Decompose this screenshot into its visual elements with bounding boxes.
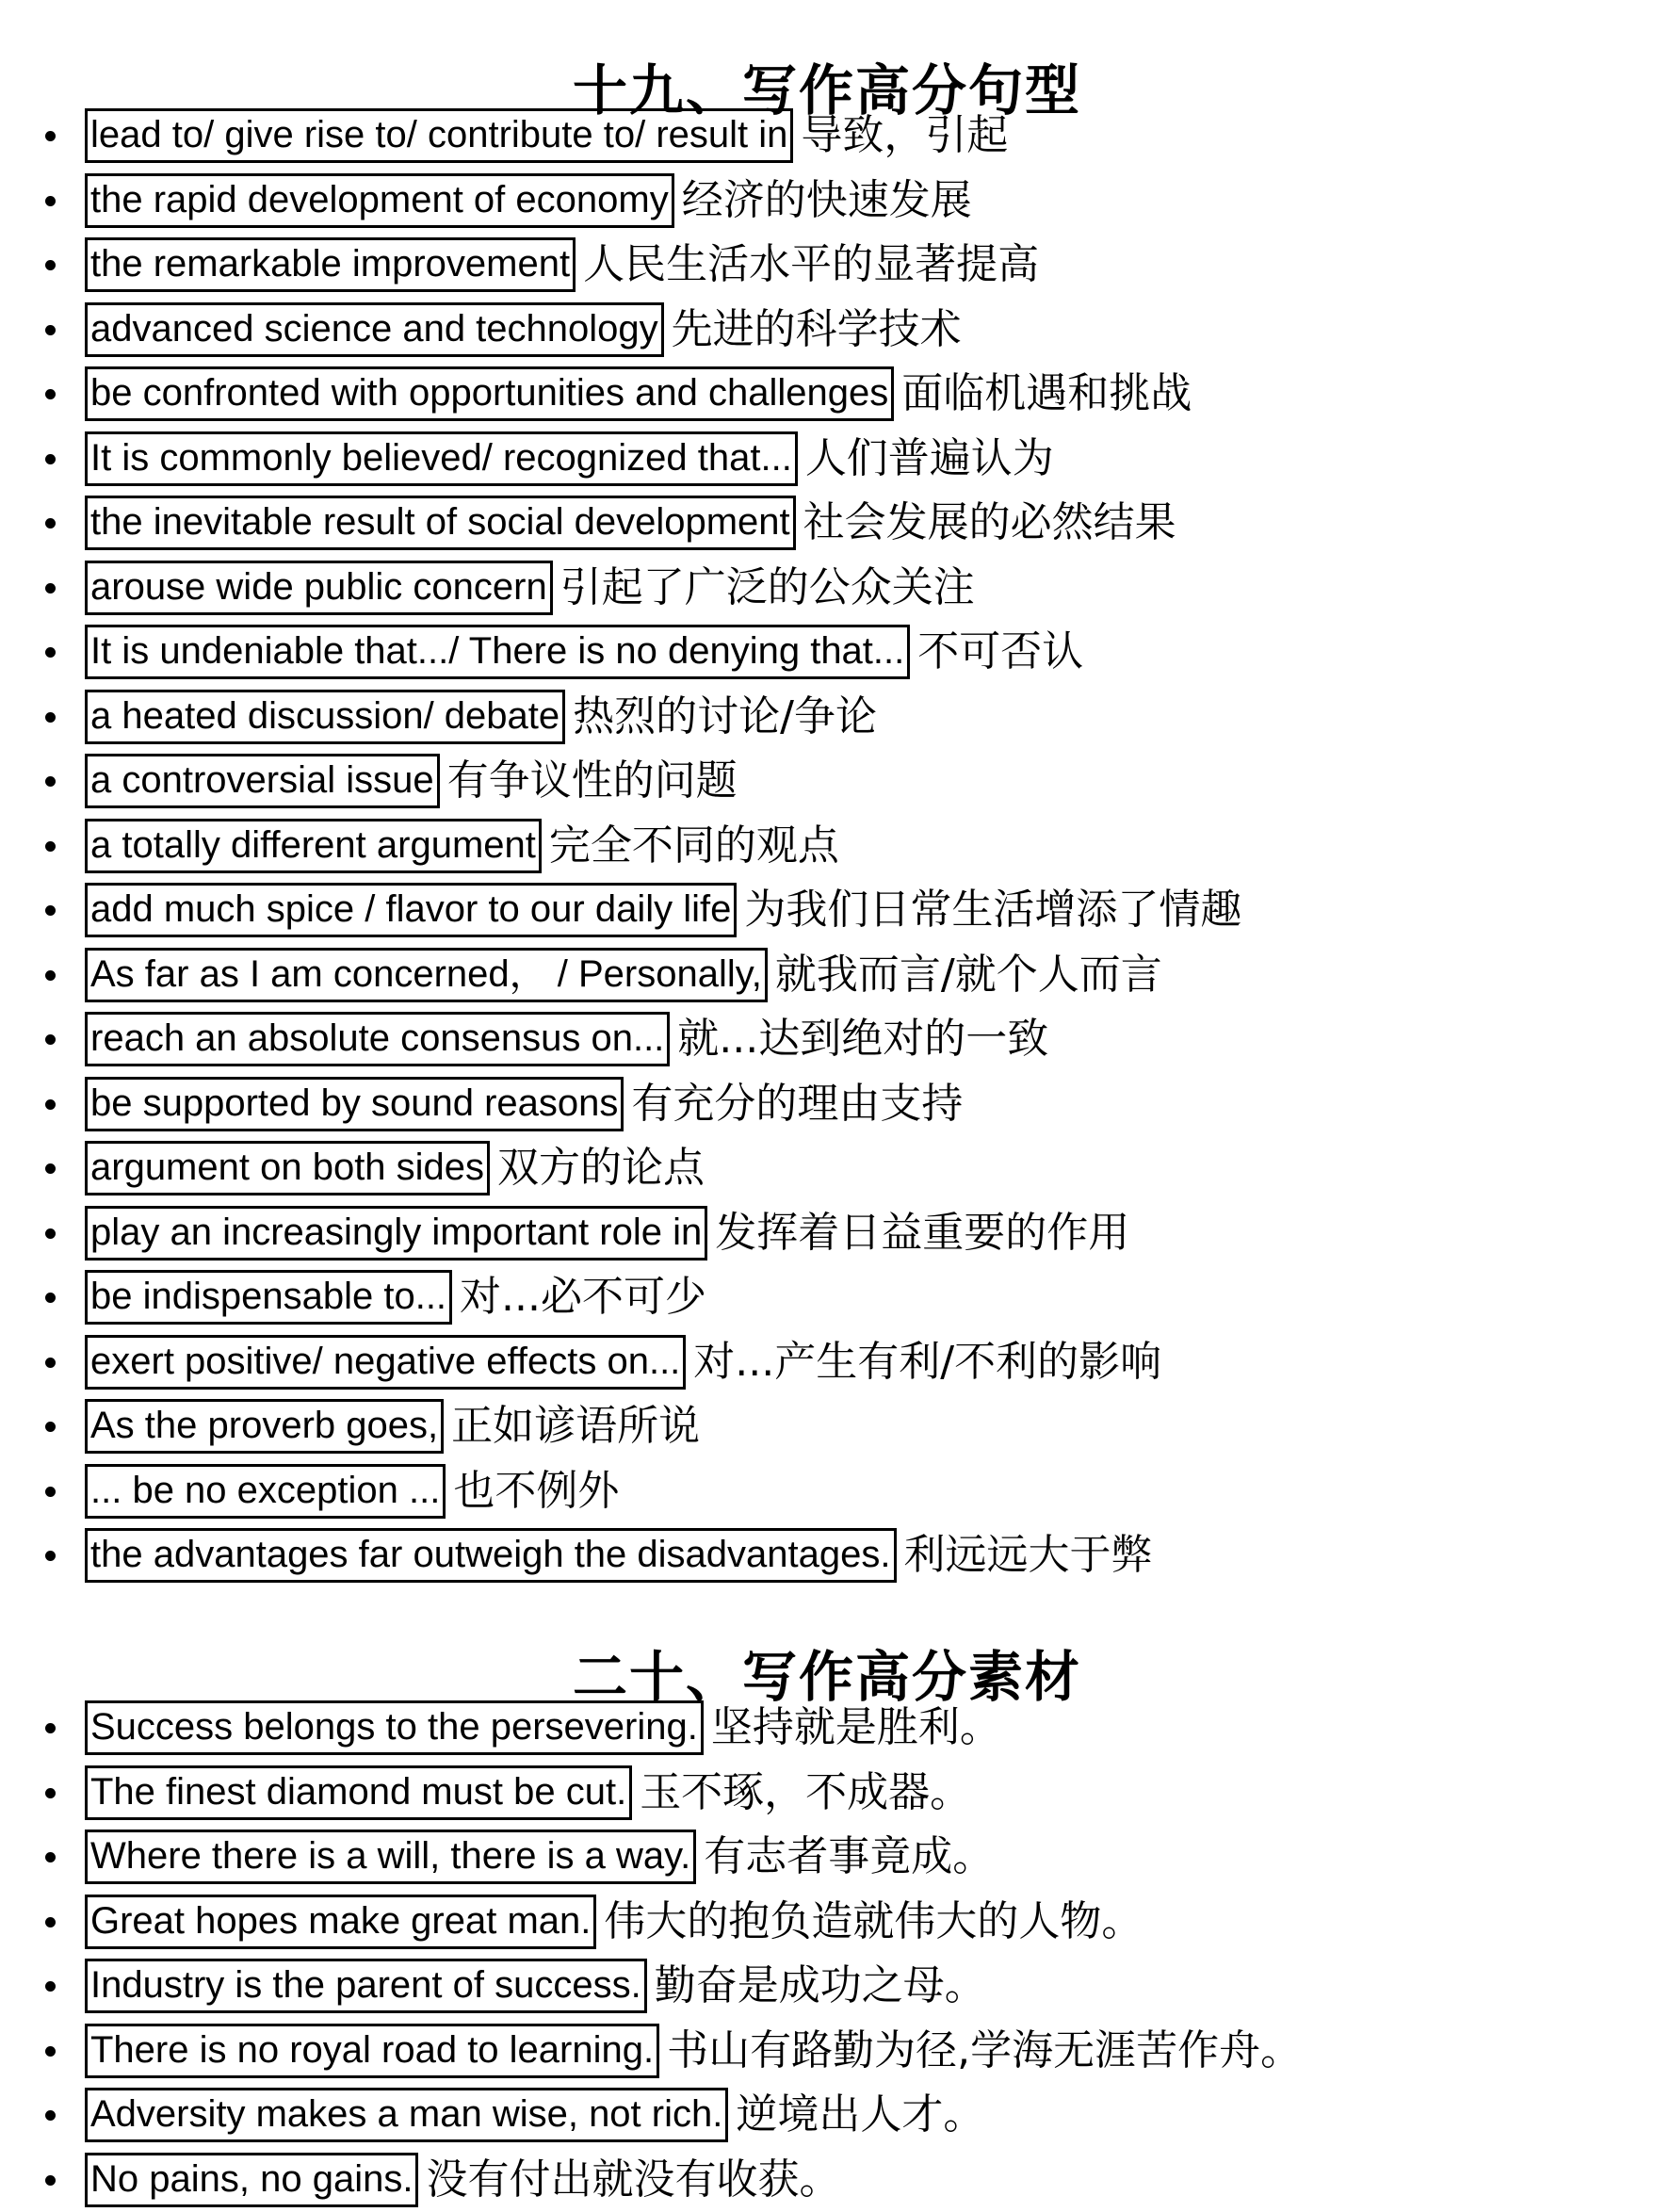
english-phrase: Adversity makes a man wise, not rich. xyxy=(85,2088,728,2142)
list-item xyxy=(0,2083,1654,2148)
list-item xyxy=(0,1136,1654,1201)
list-item xyxy=(0,1954,1654,2019)
sentence-pattern-list xyxy=(0,104,1654,1588)
list-item xyxy=(0,878,1654,943)
english-phrase: Industry is the parent of success. xyxy=(85,1959,647,2013)
list-item xyxy=(0,1890,1654,1955)
english-phrase: add much spice / flavor to our daily life xyxy=(85,883,737,937)
chinese-translation: 先进的科学技术 xyxy=(672,305,962,354)
bullet-icon xyxy=(45,2110,56,2121)
english-phrase: argument on both sides xyxy=(85,1141,490,1195)
section-title-writing-materials: 二十、写作高分素材 xyxy=(0,1644,1654,1710)
list-item xyxy=(0,1825,1654,1890)
list-item xyxy=(0,362,1654,427)
english-phrase: As far as I am concerned， / Personally, xyxy=(85,948,768,1002)
bullet-icon xyxy=(45,583,56,594)
bullet-icon xyxy=(45,1422,56,1432)
english-phrase: be indispensable to... xyxy=(85,1270,452,1325)
bullet-icon xyxy=(45,1228,56,1239)
list-item xyxy=(0,169,1654,234)
chinese-translation: 也不例外 xyxy=(453,1467,619,1516)
list-item xyxy=(0,298,1654,363)
chinese-translation: 人们普遍认为 xyxy=(805,434,1054,483)
english-phrase: a totally different argument xyxy=(85,819,542,873)
chinese-translation: 正如谚语所说 xyxy=(451,1402,700,1451)
bullet-icon xyxy=(45,454,56,464)
bullet-icon xyxy=(45,1551,56,1561)
bullet-icon xyxy=(45,776,56,787)
english-phrase: exert positive/ negative effects on... xyxy=(85,1335,686,1390)
english-phrase: Where there is a will, there is a way. xyxy=(85,1830,696,1884)
bullet-icon xyxy=(45,1034,56,1045)
chinese-translation: 为我们日常生活增添了情趣 xyxy=(744,886,1241,935)
list-item xyxy=(0,2148,1654,2212)
bullet-icon xyxy=(45,905,56,916)
chinese-translation: 有志者事竟成。 xyxy=(704,1832,994,1881)
english-phrase: It is commonly believed/ recognized that... xyxy=(85,431,798,486)
bullet-icon xyxy=(45,1293,56,1303)
list-item xyxy=(0,1072,1654,1137)
list-item xyxy=(0,556,1654,621)
english-phrase: ... be no exception ... xyxy=(85,1464,446,1519)
bullet-icon xyxy=(45,841,56,852)
english-phrase: play an increasingly important role in xyxy=(85,1206,707,1261)
chinese-translation: 引起了广泛的公众关注 xyxy=(560,563,975,612)
list-item xyxy=(0,749,1654,814)
english-phrase: It is undeniable that.../ There is no denying that... xyxy=(85,625,910,679)
english-phrase: be confronted with opportunities and challenges xyxy=(85,366,894,421)
chinese-translation: 完全不同的观点 xyxy=(549,821,839,870)
section-title-writing-sentence-patterns: 十九、写作高分句型 xyxy=(0,57,1654,123)
english-phrase: arouse wide public concern xyxy=(85,561,553,615)
bullet-icon xyxy=(45,1358,56,1368)
chinese-translation: 逆境出人才。 xyxy=(736,2090,984,2139)
chinese-translation: 发挥着日益重要的作用 xyxy=(715,1209,1129,1258)
list-item xyxy=(0,427,1654,492)
english-phrase: Great hopes make great man. xyxy=(85,1895,596,1949)
english-phrase: As the proverb goes, xyxy=(85,1399,444,1454)
list-item xyxy=(0,2019,1654,2084)
chinese-translation: 社会发展的必然结果 xyxy=(803,498,1176,547)
bullet-icon xyxy=(45,389,56,399)
english-phrase: a heated discussion/ debate xyxy=(85,690,565,744)
bullet-icon xyxy=(45,1788,56,1798)
proverb-list xyxy=(0,1696,1654,2212)
chinese-translation: 双方的论点 xyxy=(497,1144,705,1193)
english-phrase: the rapid development of economy xyxy=(85,173,674,228)
list-item xyxy=(0,685,1654,750)
chinese-translation: 没有付出就没有收获。 xyxy=(426,2155,840,2204)
english-phrase: lead to/ give rise to/ contribute to/ result in xyxy=(85,108,793,163)
bullet-icon xyxy=(45,131,56,141)
chinese-translation: 利远远大于弊 xyxy=(904,1531,1153,1580)
bullet-icon xyxy=(45,325,56,335)
english-phrase: reach an absolute consensus on... xyxy=(85,1012,670,1066)
list-item xyxy=(0,1523,1654,1588)
chinese-translation: 热烈的讨论/争论 xyxy=(573,692,877,741)
chinese-translation: 就...达到绝对的一致 xyxy=(677,1015,1048,1064)
chinese-translation: 坚持就是胜利。 xyxy=(711,1703,1001,1752)
list-item xyxy=(0,1330,1654,1395)
list-item xyxy=(0,1265,1654,1330)
chinese-translation: 面临机遇和挑战 xyxy=(901,369,1192,418)
english-phrase: a controversial issue xyxy=(85,754,440,808)
list-item xyxy=(0,814,1654,879)
chinese-translation: 不可否认 xyxy=(917,627,1083,676)
chinese-translation: 经济的快速发展 xyxy=(682,176,972,225)
bullet-icon xyxy=(45,1163,56,1174)
bullet-icon xyxy=(45,2175,56,2186)
chinese-translation: 就我而言/就个人而言 xyxy=(775,951,1162,1000)
chinese-translation: 书山有路勤为径,学海无涯苦作舟。 xyxy=(667,2026,1302,2075)
english-phrase: No pains, no gains. xyxy=(85,2153,418,2207)
list-item xyxy=(0,233,1654,298)
list-item xyxy=(0,1761,1654,1826)
chinese-translation: 对...产生有利/不利的影响 xyxy=(693,1338,1161,1387)
english-phrase: There is no royal road to learning. xyxy=(85,2024,659,2078)
english-phrase: the remarkable improvement xyxy=(85,237,576,292)
bullet-icon xyxy=(45,1981,56,1992)
chinese-translation: 有争议性的问题 xyxy=(447,756,738,805)
bullet-icon xyxy=(45,2046,56,2057)
bullet-icon xyxy=(45,196,56,206)
bullet-icon xyxy=(45,1723,56,1733)
chinese-translation: 人民生活水平的显著提高 xyxy=(583,240,1039,289)
bullet-icon xyxy=(45,1099,56,1110)
chinese-translation: 玉不琢，不成器。 xyxy=(640,1768,971,1817)
list-item xyxy=(0,1394,1654,1459)
bullet-icon xyxy=(45,647,56,658)
bullet-icon xyxy=(45,518,56,529)
chinese-translation: 伟大的抱负造就伟大的人物。 xyxy=(604,1897,1143,1946)
english-phrase: be supported by sound reasons xyxy=(85,1077,624,1131)
list-item xyxy=(0,1201,1654,1266)
list-item xyxy=(0,1696,1654,1761)
bullet-icon xyxy=(45,1917,56,1927)
chinese-translation: 导致，引起 xyxy=(801,111,1008,160)
english-phrase: The finest diamond must be cut. xyxy=(85,1765,632,1820)
chinese-translation: 勤奋是成功之母。 xyxy=(655,1961,986,2010)
chinese-translation: 有充分的理由支持 xyxy=(631,1080,963,1129)
bullet-icon xyxy=(45,260,56,270)
list-item xyxy=(0,943,1654,1008)
english-phrase: advanced science and technology xyxy=(85,302,664,357)
list-item xyxy=(0,104,1654,169)
list-item xyxy=(0,1007,1654,1072)
english-phrase: the advantages far outweigh the disadvantages. xyxy=(85,1528,897,1583)
english-phrase: Success belongs to the persevering. xyxy=(85,1700,704,1755)
bullet-icon xyxy=(45,1852,56,1862)
list-item xyxy=(0,620,1654,685)
list-item xyxy=(0,491,1654,556)
english-phrase: the inevitable result of social development xyxy=(85,496,796,550)
bullet-icon xyxy=(45,970,56,981)
list-item xyxy=(0,1459,1654,1524)
bullet-icon xyxy=(45,712,56,723)
bullet-icon xyxy=(45,1487,56,1497)
chinese-translation: 对...必不可少 xyxy=(460,1273,706,1322)
